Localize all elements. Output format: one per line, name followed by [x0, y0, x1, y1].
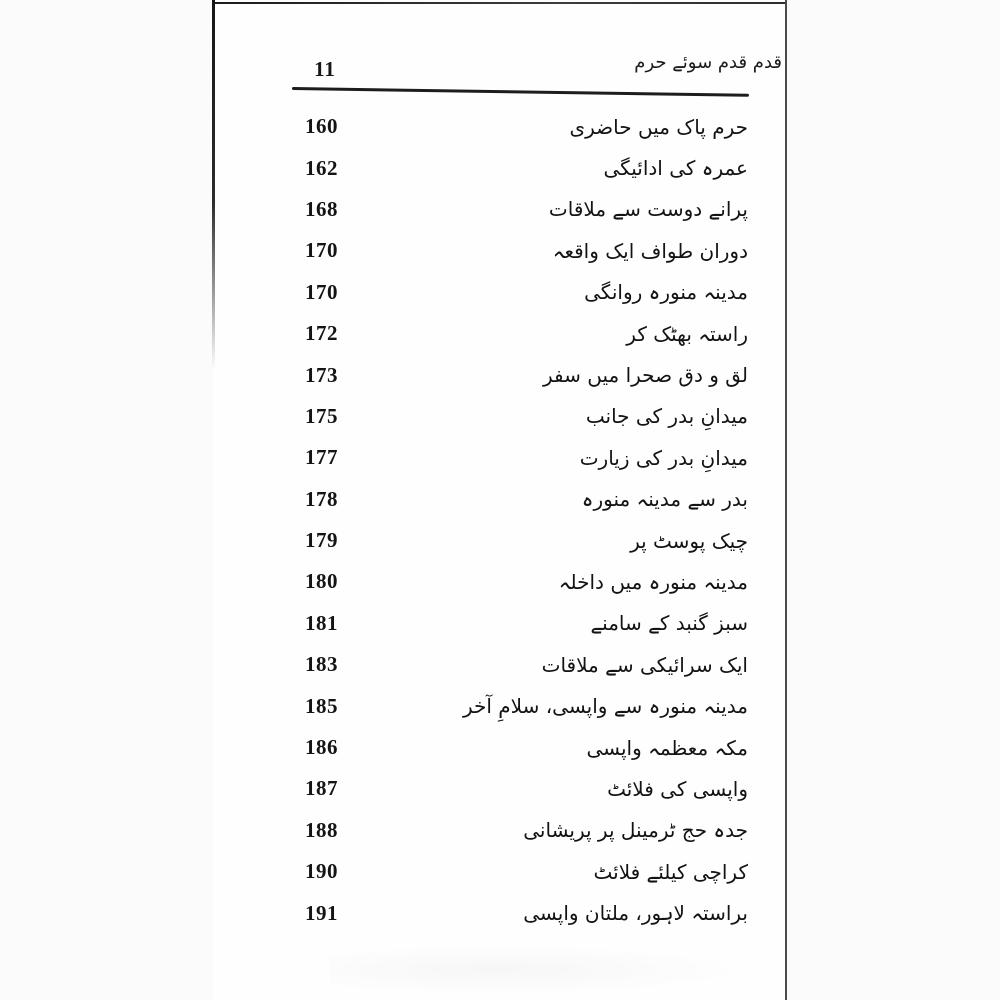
toc-title: میدانِ بدر کی زیارت	[579, 445, 748, 470]
toc-title: بدر سے مدینہ منورہ	[581, 487, 748, 512]
toc-title: مدینہ منورہ میں داخلہ	[558, 569, 748, 594]
toc-title: مدینہ منورہ روانگی	[584, 280, 748, 305]
table-row	[213, 810, 785, 851]
toc-title: سبز گنبد کے سامنے	[590, 611, 748, 636]
toc-title: حرم پاک میں حاضری	[569, 114, 748, 139]
table-row	[213, 437, 785, 478]
table-row	[213, 189, 785, 230]
table-row	[213, 313, 785, 354]
toc-page-number: 180	[305, 569, 338, 594]
table-row	[213, 147, 785, 188]
table-row	[213, 644, 785, 685]
table-row	[213, 603, 785, 644]
toc-page-number: 160	[305, 114, 338, 139]
table-row	[213, 230, 785, 271]
toc-title: عمرہ کی ادائیگی	[603, 156, 748, 181]
page-right-edge-line	[785, 0, 787, 1000]
toc-title: میدانِ بدر کی جانب	[585, 404, 748, 429]
table-row	[213, 768, 785, 809]
table-row	[213, 520, 785, 561]
toc-page-number: 168	[305, 196, 338, 221]
book-title: قدم قدم سوئے حرم	[634, 52, 782, 73]
toc-page-number: 162	[305, 155, 338, 180]
toc-page-number: 175	[305, 403, 338, 428]
toc-page-number: 185	[305, 693, 338, 718]
toc-page-number: 191	[305, 900, 338, 925]
table-row	[213, 685, 785, 726]
toc-page-number: 187	[305, 776, 338, 801]
page-top-edge-line	[213, 2, 787, 4]
table-row	[213, 851, 785, 892]
toc-title: کراچی کیلئے فلائٹ	[593, 859, 748, 884]
toc-title: پرانے دوست سے ملاقات	[548, 197, 748, 222]
scan-smudge	[330, 945, 750, 995]
toc-page-number: 170	[305, 238, 338, 263]
table-row	[213, 892, 785, 933]
toc-page-number: 178	[305, 486, 338, 511]
toc-title: لق و دق صحرا میں سفر	[542, 363, 748, 388]
toc-title: براستہ لاہور، ملتان واپسی	[523, 901, 748, 926]
toc-page-number: 172	[305, 321, 338, 346]
toc-title: واپسی کی فلائٹ	[607, 776, 748, 801]
table-row	[213, 272, 785, 313]
toc-title: جدہ حج ٹرمینل پر پریشانی	[523, 818, 748, 843]
toc-page-number: 170	[305, 279, 338, 304]
table-row	[213, 354, 785, 395]
toc-title: ایک سرائیکی سے ملاقات	[541, 652, 748, 677]
page-number: 11	[314, 57, 336, 81]
toc-title: راستہ بھٹک کر	[626, 321, 748, 346]
table-row	[213, 561, 785, 602]
toc-page-number: 179	[305, 528, 338, 553]
toc-title: چیک پوسٹ پر	[630, 528, 748, 553]
toc-page-number: 181	[305, 610, 338, 635]
toc-page-number: 188	[305, 817, 338, 842]
table-row	[213, 396, 785, 437]
toc-page-number: 183	[305, 652, 338, 677]
toc-page-number: 186	[305, 735, 338, 760]
table-row	[213, 727, 785, 768]
toc-title: مکہ معظمہ واپسی	[586, 735, 748, 760]
table-row	[213, 106, 785, 147]
toc-title: مدینہ منورہ سے واپسی، سلامِ آخر	[462, 694, 748, 719]
toc-title: دوران طواف ایک واقعہ	[552, 238, 748, 263]
toc-page-number: 177	[305, 445, 338, 470]
toc-page-number: 190	[305, 859, 338, 884]
table-of-contents	[213, 106, 785, 934]
toc-page-number: 173	[305, 362, 338, 387]
table-row	[213, 479, 785, 520]
